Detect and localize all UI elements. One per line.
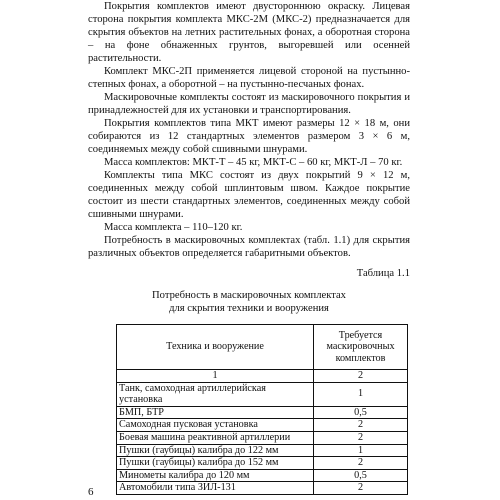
header-equipment: Техника и вооружение bbox=[117, 325, 314, 370]
table-row bbox=[117, 431, 408, 444]
kits-cell: 2 bbox=[314, 419, 408, 432]
table-row bbox=[117, 469, 408, 482]
equipment-cell: БМП, БТР bbox=[117, 406, 314, 419]
equipment-cell: Автомобили типа ЗИЛ-131 bbox=[117, 482, 314, 495]
requirements-table bbox=[116, 324, 408, 495]
header-required-kits: Требуется маскировочных комплектов bbox=[314, 325, 408, 370]
table-row bbox=[117, 457, 408, 470]
table-caption bbox=[88, 289, 410, 315]
table-label: Таблица 1.1 bbox=[356, 268, 410, 279]
column-number-row bbox=[117, 370, 408, 383]
equipment-cell: Пушки (гаубицы) калибра до 122 мм bbox=[117, 444, 314, 457]
table-row bbox=[117, 419, 408, 432]
table-row bbox=[117, 482, 408, 495]
paragraph: Покрытия комплектов имеют двустороннюю окраску. Лицевая сторона покрытия комплекта МКС-2М (МКС-2) предназначается для скрытия объектов на летних растительных фонах, а оборотная сторона – на фоне обнаженных грунтов, выгоревшей или осенней растительности. bbox=[88, 1, 410, 64]
table-row bbox=[117, 382, 408, 406]
equipment-cell: Минометы калибра до 120 мм bbox=[117, 469, 314, 482]
paragraph: Маскировочные комплекты состоят из маскировочного покрытия и принадлежностей для их установки и транспортирования. bbox=[88, 92, 410, 116]
paragraph: Масса комплекта – 110–120 кг. bbox=[104, 222, 243, 233]
paragraph: Комплект МКС-2П применяется лицевой стороной на пустынно-степных фонах, а оборотной – на пустынно-песчаных фонах. bbox=[88, 66, 410, 90]
page-number: 6 bbox=[88, 486, 94, 498]
kits-cell: 2 bbox=[314, 482, 408, 495]
column-number: 1 bbox=[117, 370, 314, 383]
paragraph: Масса комплектов: МКТ-Т – 45 кг, МКТ-С – 60 кг, МКТ-Л – 70 кг. bbox=[104, 157, 403, 168]
kits-cell: 2 bbox=[314, 457, 408, 470]
paragraph: Потребность в маскировочных комплектах (табл. 1.1) для скрытия различных объектов определяется габаритными объектов. bbox=[88, 235, 410, 259]
kits-cell: 1 bbox=[314, 382, 408, 406]
equipment-cell: Пушки (гаубицы) калибра до 152 мм bbox=[117, 457, 314, 470]
equipment-cell: Самоходная пусковая установка bbox=[117, 419, 314, 432]
kits-cell: 1 bbox=[314, 444, 408, 457]
table-caption-line: для скрытия техники и вооружения bbox=[169, 303, 329, 314]
kits-cell: 0,5 bbox=[314, 406, 408, 419]
equipment-cell: Танк, самоходная артиллерийская установка bbox=[117, 382, 314, 406]
column-number: 2 bbox=[314, 370, 408, 383]
table-row bbox=[117, 444, 408, 457]
paragraph: Покрытия комплектов типа МКТ имеют размеры 12 × 18 м, они собираются из 12 стандартных элементов размером 3 × 6 м, соединяемых между собой сшивными шнурами. bbox=[88, 118, 410, 155]
body-text bbox=[88, 0, 410, 260]
kits-cell: 0,5 bbox=[314, 469, 408, 482]
paragraph: Комплекты типа МКС состоят из двух покрытий 9 × 12 м, соединенных между собой шплинтовым швом. Каждое покрытие состоит из шести стандартных элементов, соединенных между собой сшивными шнурами. bbox=[88, 170, 410, 220]
table-caption-line: Потребность в маскировочных комплектах bbox=[152, 290, 346, 301]
table-row bbox=[117, 406, 408, 419]
equipment-cell: Боевая машина реактивной артиллерии bbox=[117, 431, 314, 444]
kits-cell: 2 bbox=[314, 431, 408, 444]
